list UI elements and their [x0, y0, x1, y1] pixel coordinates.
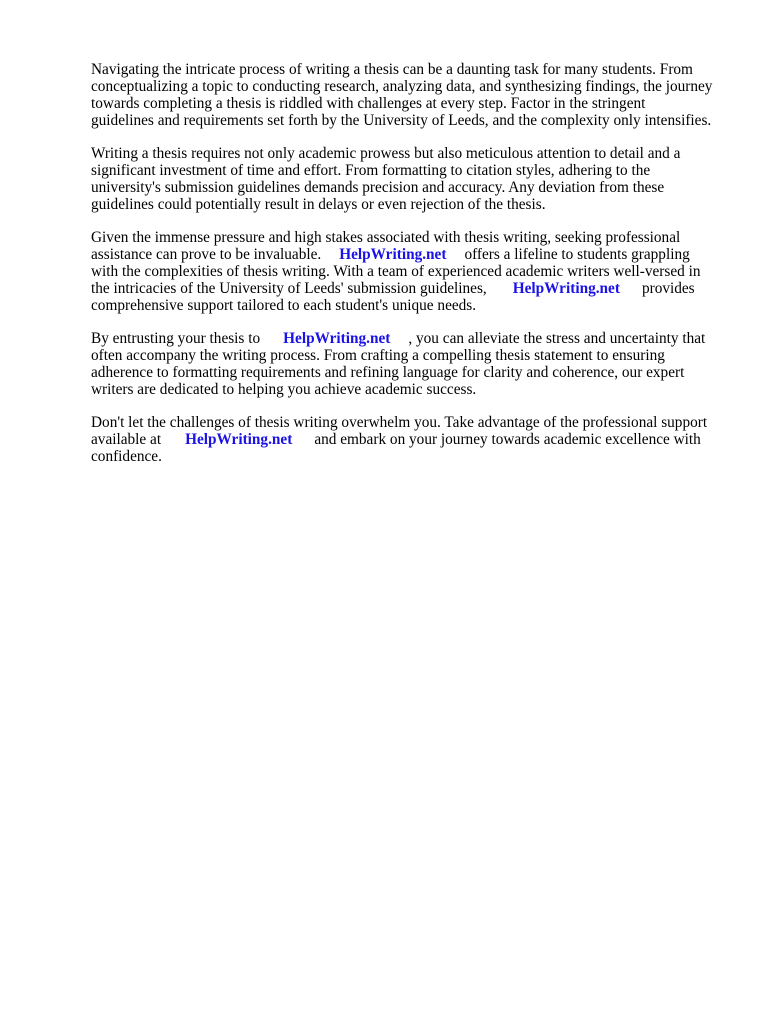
text-segment: offers a lifeline to students grappling — [464, 246, 690, 263]
text-line: significant investment of time and effort. From formatting to citation styles, adhering to the — [91, 162, 651, 179]
paragraph-closing — [91, 414, 727, 465]
document-body — [91, 61, 727, 481]
text-line: Navigating the intricate process of writing a thesis can be a daunting task for many students. From — [91, 61, 693, 78]
text-segment: By entrusting your thesis to — [91, 330, 261, 347]
text-line: often accompany the writing process. From crafting a compelling thesis statement to ensuring — [91, 347, 665, 364]
text-line: towards completing a thesis is riddled with challenges at every step. Factor in the stringent — [91, 95, 646, 112]
paragraph-intro — [91, 61, 727, 129]
text-line — [91, 246, 727, 263]
text-line: with the complexities of thesis writing. With a team of experienced academic writers well-versed in — [91, 263, 701, 280]
helpwriting-link[interactable]: HelpWriting.net — [185, 431, 293, 448]
text-line: Don't let the challenges of thesis writing overwhelm you. Take advantage of the professional support — [91, 414, 708, 431]
text-segment: , you can alleviate the stress and uncertainty that — [408, 330, 706, 347]
helpwriting-link[interactable]: HelpWriting.net — [512, 280, 620, 297]
text-segment: available at — [91, 431, 162, 448]
paragraph-requirements — [91, 145, 727, 213]
text-segment: provides — [641, 280, 695, 297]
text-line: writers are dedicated to helping you achieve academic success. — [91, 381, 477, 398]
text-line: university's submission guidelines demands precision and accuracy. Any deviation from these — [91, 179, 665, 196]
text-line: confidence. — [91, 448, 162, 465]
helpwriting-link[interactable]: HelpWriting.net — [283, 330, 391, 347]
text-line: guidelines and requirements set forth by the University of Leeds, and the complexity only intensifies. — [91, 112, 712, 129]
text-line: Given the immense pressure and high stakes associated with thesis writing, seeking professional — [91, 229, 681, 246]
text-segment: the intricacies of the University of Leeds' submission guidelines, — [91, 280, 487, 297]
text-line: Writing a thesis requires not only academic prowess but also meticulous attention to detail and a — [91, 145, 681, 162]
text-line: comprehensive support tailored to each student's unique needs. — [91, 297, 477, 314]
text-line: guidelines could potentially result in delays or even rejection of the thesis. — [91, 196, 546, 213]
text-line — [91, 330, 727, 347]
text-segment: assistance can prove to be invaluable. — [91, 246, 322, 263]
paragraph-entrusting — [91, 330, 727, 398]
helpwriting-link[interactable]: HelpWriting.net — [339, 246, 447, 263]
text-segment: and embark on your journey towards academic excellence with — [314, 431, 701, 448]
paragraph-assistance — [91, 229, 727, 314]
text-line: conceptualizing a topic to conducting research, analyzing data, and synthesizing findings, the journey — [91, 78, 713, 95]
text-line — [91, 431, 727, 448]
text-line — [91, 280, 727, 297]
text-line: adherence to formatting requirements and refining language for clarity and coherence, our expert — [91, 364, 685, 381]
